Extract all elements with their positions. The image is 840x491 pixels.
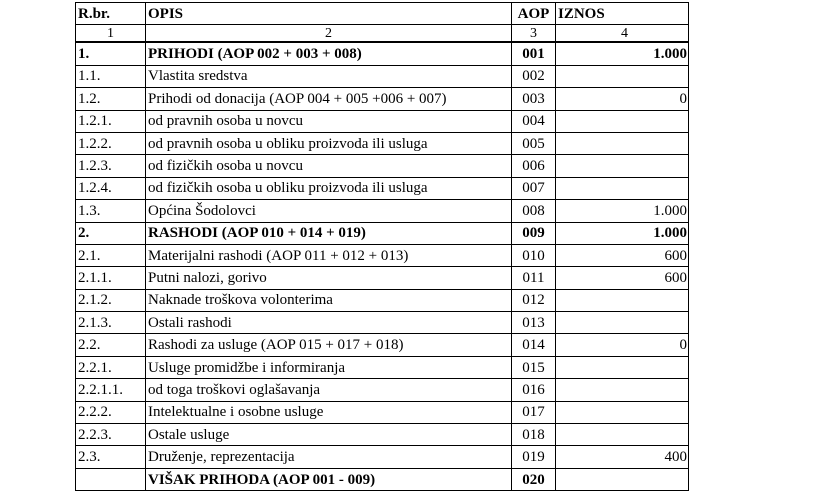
header-aop: AOP — [512, 3, 556, 25]
header-opis: OPIS — [146, 3, 512, 25]
row-amount — [556, 289, 689, 311]
row-amount — [556, 155, 689, 177]
row-number: 2.1.2. — [76, 289, 146, 311]
row-number: 2. — [76, 222, 146, 244]
row-aop: 017 — [512, 401, 556, 423]
row-number: 2.1.1. — [76, 267, 146, 289]
row-amount: 0 — [556, 334, 689, 356]
row-description: od pravnih osoba u novcu — [146, 110, 512, 132]
row-amount: 400 — [556, 446, 689, 468]
index-cell: 3 — [512, 25, 556, 43]
table-row — [76, 155, 689, 177]
header-row — [76, 3, 689, 25]
row-number: 2.2.1.1. — [76, 379, 146, 401]
row-description: Prihodi od donacija (AOP 004 + 005 +006 + 007) — [146, 88, 512, 110]
table-row — [76, 401, 689, 423]
table-row — [76, 267, 689, 289]
row-aop: 001 — [512, 42, 556, 65]
table-row — [76, 88, 689, 110]
row-aop: 007 — [512, 177, 556, 199]
table-row — [76, 424, 689, 446]
row-amount — [556, 312, 689, 334]
row-amount — [556, 379, 689, 401]
row-aop: 015 — [512, 356, 556, 378]
table-row — [76, 65, 689, 87]
row-amount — [556, 110, 689, 132]
row-amount — [556, 401, 689, 423]
row-aop: 009 — [512, 222, 556, 244]
row-amount: 600 — [556, 267, 689, 289]
row-aop: 002 — [512, 65, 556, 87]
row-description: od toga troškovi oglašavanja — [146, 379, 512, 401]
row-number: 1. — [76, 42, 146, 65]
row-description: Putni nalozi, gorivo — [146, 267, 512, 289]
row-description: od pravnih osoba u obliku proizvoda ili usluga — [146, 132, 512, 154]
index-cell: 4 — [556, 25, 689, 43]
row-number: 1.3. — [76, 200, 146, 222]
row-number: 2.1. — [76, 244, 146, 266]
row-number: 2.2.3. — [76, 424, 146, 446]
row-aop: 014 — [512, 334, 556, 356]
table-row — [76, 289, 689, 311]
cut-row-aop: 020 — [512, 468, 556, 490]
table-row — [76, 42, 689, 65]
table-row — [76, 446, 689, 468]
table-row — [76, 244, 689, 266]
table-row — [76, 379, 689, 401]
row-description: Druženje, reprezentacija — [146, 446, 512, 468]
table-row — [76, 222, 689, 244]
index-cell: 2 — [146, 25, 512, 43]
row-number: 1.2.1. — [76, 110, 146, 132]
row-aop: 008 — [512, 200, 556, 222]
row-number: 2.2.2. — [76, 401, 146, 423]
row-amount — [556, 65, 689, 87]
row-description: Ostale usluge — [146, 424, 512, 446]
row-aop: 013 — [512, 312, 556, 334]
row-amount — [556, 356, 689, 378]
row-amount: 0 — [556, 88, 689, 110]
row-amount: 1.000 — [556, 222, 689, 244]
row-amount — [556, 424, 689, 446]
row-description: Općina Šodolovci — [146, 200, 512, 222]
row-number: 2.3. — [76, 446, 146, 468]
row-description: Intelektualne i osobne usluge — [146, 401, 512, 423]
row-number: 1.1. — [76, 65, 146, 87]
row-number: 2.2. — [76, 334, 146, 356]
cut-row-opis: VIŠAK PRIHODA (AOP 001 - 009) — [146, 468, 512, 490]
row-aop: 019 — [512, 446, 556, 468]
row-number: 1.2. — [76, 88, 146, 110]
row-amount — [556, 132, 689, 154]
index-cell: 1 — [76, 25, 146, 43]
row-description: Vlastita sredstva — [146, 65, 512, 87]
row-amount: 600 — [556, 244, 689, 266]
row-number: 2.1.3. — [76, 312, 146, 334]
table-body — [76, 42, 689, 490]
row-amount: 1.000 — [556, 42, 689, 65]
row-aop: 006 — [512, 155, 556, 177]
row-aop: 010 — [512, 244, 556, 266]
row-aop: 012 — [512, 289, 556, 311]
row-amount: 1.000 — [556, 200, 689, 222]
row-description: od fizičkih osoba u obliku proizvoda ili usluga — [146, 177, 512, 199]
row-aop: 016 — [512, 379, 556, 401]
row-description: od fizičkih osoba u novcu — [146, 155, 512, 177]
row-aop: 005 — [512, 132, 556, 154]
table-row — [76, 356, 689, 378]
row-description: Ostali rashodi — [146, 312, 512, 334]
row-number: 2.2.1. — [76, 356, 146, 378]
row-description: Rashodi za usluge (AOP 015 + 017 + 018) — [146, 334, 512, 356]
table-row — [76, 334, 689, 356]
column-index-row — [76, 25, 689, 43]
row-description: Usluge promidžbe i informiranja — [146, 356, 512, 378]
table-row — [76, 110, 689, 132]
row-description: Naknade troškova volonterima — [146, 289, 512, 311]
row-aop: 018 — [512, 424, 556, 446]
row-description: RASHODI (AOP 010 + 014 + 019) — [146, 222, 512, 244]
row-description: Materijalni rashodi (AOP 011 + 012 + 013) — [146, 244, 512, 266]
table-row — [76, 200, 689, 222]
row-number: 1.2.2. — [76, 132, 146, 154]
table-row — [76, 312, 689, 334]
row-number: 1.2.4. — [76, 177, 146, 199]
row-description: PRIHODI (AOP 002 + 003 + 008) — [146, 42, 512, 65]
table-row — [76, 132, 689, 154]
financial-report-table — [75, 2, 689, 491]
row-aop: 004 — [512, 110, 556, 132]
header-rbr: R.br. — [76, 3, 146, 25]
header-iznos: IZNOS — [556, 3, 689, 25]
row-aop: 003 — [512, 88, 556, 110]
row-amount — [556, 177, 689, 199]
row-number: 1.2.3. — [76, 155, 146, 177]
row-aop: 011 — [512, 267, 556, 289]
table-row — [76, 177, 689, 199]
